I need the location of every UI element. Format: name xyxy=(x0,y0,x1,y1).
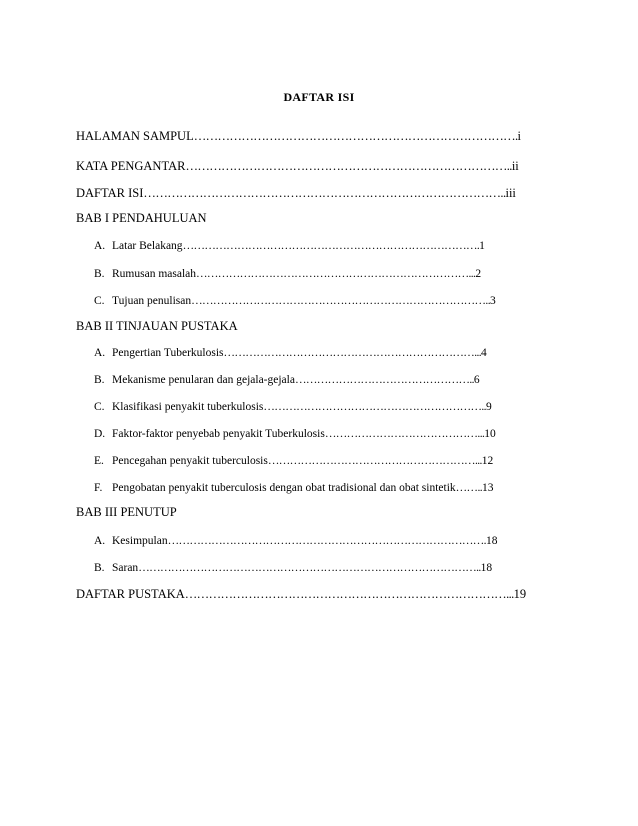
toc-label: Saran xyxy=(112,562,139,574)
toc-letter: A. xyxy=(94,347,106,359)
toc-label: Mekanisme penularan dan gejala-gejala xyxy=(112,374,295,386)
toc-entry-mekanisme xyxy=(94,372,480,388)
toc-letter: D. xyxy=(94,428,106,440)
toc-leader: …………………………………………………... xyxy=(267,455,482,467)
toc-page-number: 10 xyxy=(484,428,496,440)
toc-label: Rumusan masalah xyxy=(112,268,196,280)
toc-page-number: 18 xyxy=(485,535,498,547)
toc-leader: ……………………………………... xyxy=(324,428,485,440)
toc-entry-saran xyxy=(94,560,492,576)
toc-entry-daftar-pustaka xyxy=(76,586,526,602)
toc-label: KATA PENGANTAR xyxy=(76,159,186,173)
section-heading-bab-1: BAB I PENDAHULUAN xyxy=(76,211,207,225)
toc-leader: …………………………………………………….. xyxy=(263,401,486,413)
toc-entry-faktor xyxy=(94,426,496,442)
toc-entry-rumusan-masalah xyxy=(94,266,481,282)
toc-page-number: 3 xyxy=(489,295,496,307)
toc-label: Pengobatan penyakit tuberculosis dengan obat tradisional dan obat sintetik xyxy=(112,482,456,494)
toc-page-number: 13 xyxy=(482,482,494,494)
toc-entry-pencegahan xyxy=(94,453,493,469)
toc-entry-daftar-isi xyxy=(76,185,516,201)
page-title: DAFTAR ISI xyxy=(283,90,355,104)
toc-page-number: 9 xyxy=(485,401,492,413)
toc-page-number: 18 xyxy=(480,562,493,574)
toc-label: DAFTAR PUSTAKA xyxy=(76,587,185,601)
toc-entry-kesimpulan xyxy=(94,533,497,549)
toc-label: Tujuan penulisan xyxy=(112,295,192,307)
toc-leader: ……………………………………………………………………………….. xyxy=(143,186,506,200)
toc-label: Latar Belakang xyxy=(112,240,183,252)
toc-page-number: 2 xyxy=(475,268,482,280)
toc-label: DAFTAR ISI xyxy=(76,186,144,200)
toc-leader: ………………………………………………………………………………….. xyxy=(138,562,481,574)
section-heading-bab-2: BAB II TINJAUAN PUSTAKA xyxy=(76,319,238,333)
toc-leader: ……………………………………………………………... xyxy=(223,347,482,359)
toc-leader: …………………………………………………………………... xyxy=(196,268,476,280)
toc-page-number: 6 xyxy=(473,374,480,386)
toc-letter: A. xyxy=(94,240,106,252)
section-heading-bab-3: BAB III PENUTUP xyxy=(76,505,177,519)
toc-label: Faktor-faktor penyebab penyakit Tuberkulosis xyxy=(112,428,325,440)
toc-entry-pengobatan xyxy=(94,480,494,496)
toc-letter: A. xyxy=(94,535,106,547)
toc-leader: ……………………………………………………………………….. xyxy=(185,159,512,173)
toc-label: Klasifikasi penyakit tuberkulosis xyxy=(112,401,264,413)
toc-label: Pencegahan penyakit tuberculosis xyxy=(112,455,268,467)
toc-page-number: ii xyxy=(511,159,519,173)
toc-page-number: 1 xyxy=(479,240,485,252)
toc-entry-klasifikasi xyxy=(94,399,492,415)
toc-entry-pengertian xyxy=(94,345,487,361)
toc-leader: ………………………………………………………………………. xyxy=(182,240,480,252)
toc-letter: B. xyxy=(94,562,105,574)
toc-letter: C. xyxy=(94,295,105,307)
toc-label: HALAMAN SAMPUL xyxy=(76,129,194,143)
toc-letter: B. xyxy=(94,374,105,386)
toc-entry-tujuan-penulisan xyxy=(94,293,496,309)
toc-label: Pengertian Tuberkulosis xyxy=(112,347,224,359)
toc-label: Kesimpulan xyxy=(112,535,168,547)
toc-leader: ……………………………………………………………………………. xyxy=(167,535,486,547)
toc-leader: ………………………………………………………………………... xyxy=(184,587,514,601)
toc-page-number: i xyxy=(517,129,522,143)
toc-letter: C. xyxy=(94,401,105,413)
toc-leader: ……………………………………………………………………….. xyxy=(191,295,490,307)
toc-letter: E. xyxy=(94,455,104,467)
toc-page-number: 19 xyxy=(513,587,527,601)
toc-entry-latar-belakang xyxy=(94,238,485,254)
toc-letter: B. xyxy=(94,268,105,280)
toc-leader: …….. xyxy=(455,482,483,494)
toc-leader: ………………………………………………………………………. xyxy=(193,129,518,143)
toc-entry-halaman-sampul xyxy=(76,128,521,144)
toc-page-number: 12 xyxy=(481,455,494,467)
toc-page-number: 4 xyxy=(481,347,487,359)
toc-entry-kata-pengantar xyxy=(76,158,519,174)
toc-leader: ………………………………………….. xyxy=(294,374,474,386)
toc-page-number: iii xyxy=(505,186,516,200)
toc-letter: F. xyxy=(94,482,103,494)
